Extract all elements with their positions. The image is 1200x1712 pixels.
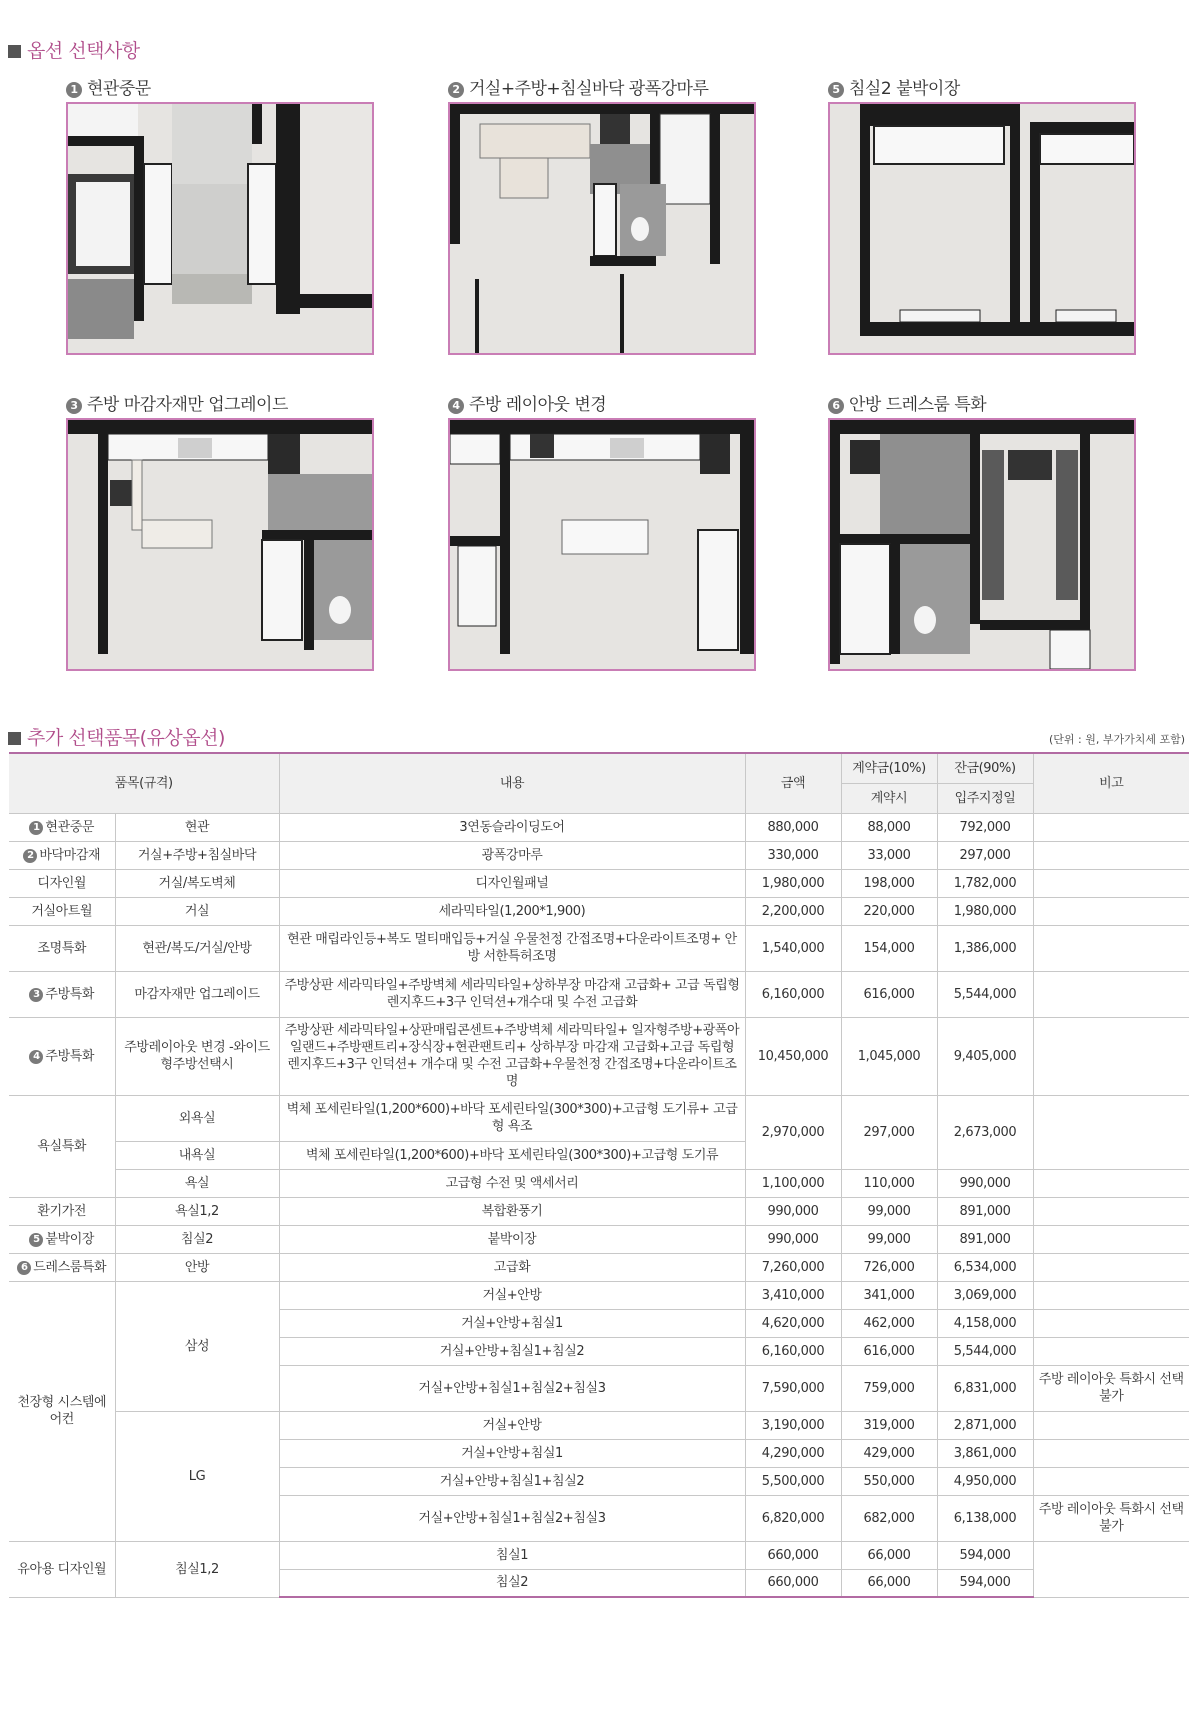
item-cell: 4 주방특화 <box>9 1017 115 1095</box>
content-cell: 주방상판 세라믹타일+주방벽체 세라믹타일+상하부장 마감재 고급화+ 고급 독립형 렌지후드+3구 인덕션+개수대 및 수전 고급화 <box>279 971 745 1017</box>
spec-cell: 거실+주방+침실바닥 <box>115 841 279 869</box>
number-badge-icon: 4 <box>448 398 464 414</box>
balance-cell: 792,000 <box>937 813 1033 841</box>
deposit-cell: 682,000 <box>841 1495 937 1541</box>
note-cell <box>1033 841 1189 869</box>
number-badge-icon: 6 <box>828 398 844 414</box>
deposit-cell: 462,000 <box>841 1309 937 1337</box>
table-row <box>9 1169 1189 1197</box>
content-cell: 주방상판 세라믹타일+상판매립콘센트+주방벽체 세라믹타일+ 일자형주방+광폭아일랜드+주방팬트리+장식장+현관팬트리+ 상하부장 마감재 고급화+고급 독립형 렌지후드+3구 인덕션+ 개수대 및 수전 고급화+우물천정 간접조명+다운라이트조명 <box>279 1017 745 1095</box>
amount-cell: 3,410,000 <box>745 1281 841 1309</box>
deposit-cell: 319,000 <box>841 1411 937 1439</box>
amount-cell: 330,000 <box>745 841 841 869</box>
note-cell <box>1033 1281 1189 1309</box>
table-row <box>9 1411 1189 1439</box>
balance-cell: 5,544,000 <box>937 1337 1033 1365</box>
content-cell: 침실1 <box>279 1541 745 1569</box>
spec-cell: 외욕실 <box>115 1095 279 1141</box>
note-cell <box>1033 813 1189 841</box>
deposit-cell: 759,000 <box>841 1365 937 1411</box>
section-title-paid-options: 추가 선택품목(유상옵션) <box>8 723 225 750</box>
deposit-cell: 616,000 <box>841 971 937 1017</box>
note-cell <box>1033 1225 1189 1253</box>
amount-cell: 2,970,000 <box>745 1095 841 1169</box>
floorplan-dressroom <box>828 418 1136 671</box>
table-row <box>9 869 1189 897</box>
balance-cell: 594,000 <box>937 1541 1033 1569</box>
balance-cell: 2,871,000 <box>937 1411 1033 1439</box>
amount-cell: 6,820,000 <box>745 1495 841 1541</box>
amount-cell: 6,160,000 <box>745 1337 841 1365</box>
floorplan-kitchen-finish <box>66 418 374 671</box>
content-cell: 벽체 포세린타일(1,200*600)+바닥 포세린타일(300*300)+고급형 도기류+ 고급형 욕조 <box>279 1095 745 1141</box>
amount-cell: 1,100,000 <box>745 1169 841 1197</box>
amount-cell: 2,200,000 <box>745 897 841 925</box>
note-cell <box>1033 869 1189 897</box>
item-cell: 1 현관중문 <box>9 813 115 841</box>
content-cell: 광폭강마루 <box>279 841 745 869</box>
deposit-cell: 99,000 <box>841 1225 937 1253</box>
floorplan-kitchen-layout <box>448 418 756 671</box>
deposit-cell: 550,000 <box>841 1467 937 1495</box>
floorplan-entrance-door <box>66 102 374 355</box>
balance-cell: 5,544,000 <box>937 971 1033 1017</box>
unit-note: (단위 : 원, 부가가치세 포함) <box>1048 733 1185 746</box>
content-cell: 거실+안방+침실1 <box>279 1309 745 1337</box>
item-cell: 3 주방특화 <box>9 971 115 1017</box>
number-badge-icon: 2 <box>448 82 464 98</box>
spec-cell: 마감자재만 업그레이드 <box>115 971 279 1017</box>
note-cell <box>1033 1169 1189 1197</box>
header-item: 품목(규격) <box>9 753 279 813</box>
content-cell: 고급화 <box>279 1253 745 1281</box>
table-row <box>9 813 1189 841</box>
deposit-cell: 88,000 <box>841 813 937 841</box>
balance-cell: 4,158,000 <box>937 1309 1033 1337</box>
option-caption: 5 침실2 붙박이장 <box>828 74 960 99</box>
content-cell: 복합환풍기 <box>279 1197 745 1225</box>
content-cell: 벽체 포세린타일(1,200*600)+바닥 포세린타일(300*300)+고급형 도기류 <box>279 1141 745 1169</box>
option-caption: 4 주방 레이아웃 변경 <box>448 390 606 415</box>
amount-cell: 990,000 <box>745 1225 841 1253</box>
balance-cell: 297,000 <box>937 841 1033 869</box>
table-row <box>9 1095 1189 1141</box>
balance-cell: 2,673,000 <box>937 1095 1033 1169</box>
header-deposit: 계약금(10%) <box>841 753 937 783</box>
spec-cell: 안방 <box>115 1253 279 1281</box>
number-badge-icon: 4 <box>29 1050 43 1064</box>
table-row <box>9 1253 1189 1281</box>
amount-cell: 4,620,000 <box>745 1309 841 1337</box>
table-row <box>9 1281 1189 1309</box>
table-row <box>9 841 1189 869</box>
number-badge-icon: 6 <box>17 1261 31 1275</box>
number-badge-icon: 5 <box>29 1233 43 1247</box>
content-cell: 침실2 <box>279 1569 745 1597</box>
deposit-cell: 1,045,000 <box>841 1017 937 1095</box>
header-amount: 금액 <box>745 753 841 813</box>
spec-cell: 현관 <box>115 813 279 841</box>
balance-cell: 6,534,000 <box>937 1253 1033 1281</box>
amount-cell: 3,190,000 <box>745 1411 841 1439</box>
spec-cell: 내욕실 <box>115 1141 279 1169</box>
note-cell <box>1033 1337 1189 1365</box>
spec-cell: 주방레이아웃 변경 -와이드형주방선택시 <box>115 1017 279 1095</box>
amount-cell: 1,980,000 <box>745 869 841 897</box>
brand-cell: LG <box>115 1411 279 1541</box>
number-badge-icon: 1 <box>66 82 82 98</box>
note-cell <box>1033 1467 1189 1495</box>
amount-cell: 1,540,000 <box>745 925 841 971</box>
brand-cell: 삼성 <box>115 1281 279 1411</box>
note-cell <box>1033 1017 1189 1095</box>
note-cell <box>1033 897 1189 925</box>
balance-cell: 891,000 <box>937 1197 1033 1225</box>
deposit-cell: 66,000 <box>841 1541 937 1569</box>
deposit-cell: 616,000 <box>841 1337 937 1365</box>
spec-cell: 거실 <box>115 897 279 925</box>
balance-cell: 6,138,000 <box>937 1495 1033 1541</box>
number-badge-icon: 3 <box>29 988 43 1002</box>
amount-cell: 660,000 <box>745 1541 841 1569</box>
note-cell: 주방 레이아웃 특화시 선택 불가 <box>1033 1365 1189 1411</box>
content-cell: 디자인월패널 <box>279 869 745 897</box>
header-note: 비고 <box>1033 753 1189 813</box>
deposit-cell: 220,000 <box>841 897 937 925</box>
table-row <box>9 925 1189 971</box>
balance-cell: 9,405,000 <box>937 1017 1033 1095</box>
amount-cell: 990,000 <box>745 1197 841 1225</box>
content-cell: 붙박이장 <box>279 1225 745 1253</box>
amount-cell: 10,450,000 <box>745 1017 841 1095</box>
number-badge-icon: 2 <box>23 849 37 863</box>
deposit-cell: 154,000 <box>841 925 937 971</box>
amount-cell: 5,500,000 <box>745 1467 841 1495</box>
balance-cell: 990,000 <box>937 1169 1033 1197</box>
deposit-cell: 99,000 <box>841 1197 937 1225</box>
option-caption: 6 안방 드레스룸 특화 <box>828 390 986 415</box>
header-balance-sub: 입주지정일 <box>937 783 1033 813</box>
header-balance: 잔금(90%) <box>937 753 1033 783</box>
spec-cell: 침실1,2 <box>115 1541 279 1597</box>
amount-cell: 7,590,000 <box>745 1365 841 1411</box>
item-cell: 욕실특화 <box>9 1095 115 1197</box>
header-deposit-sub: 계약시 <box>841 783 937 813</box>
table-row <box>9 1197 1189 1225</box>
content-cell: 거실+안방 <box>279 1281 745 1309</box>
table-row <box>9 971 1189 1017</box>
deposit-cell: 198,000 <box>841 869 937 897</box>
note-cell: 주방 레이아웃 특화시 선택 불가 <box>1033 1495 1189 1541</box>
floorplan-wide-flooring <box>448 102 756 355</box>
content-cell: 거실+안방+침실1+침실2 <box>279 1337 745 1365</box>
note-cell <box>1033 1309 1189 1337</box>
content-cell: 거실+안방 <box>279 1411 745 1439</box>
balance-cell: 594,000 <box>937 1569 1033 1597</box>
balance-cell: 4,950,000 <box>937 1467 1033 1495</box>
deposit-cell: 726,000 <box>841 1253 937 1281</box>
note-cell <box>1033 1253 1189 1281</box>
number-badge-icon: 1 <box>29 821 43 835</box>
note-cell <box>1033 925 1189 971</box>
note-cell <box>1033 1411 1189 1439</box>
header-content: 내용 <box>279 753 745 813</box>
note-cell <box>1033 1439 1189 1467</box>
option-caption: 3 주방 마감자재만 업그레이드 <box>66 390 288 415</box>
item-cell: 조명특화 <box>9 925 115 971</box>
balance-cell: 3,861,000 <box>937 1439 1033 1467</box>
price-table <box>9 752 1189 1598</box>
section-title-options: 옵션 선택사항 <box>8 36 140 63</box>
deposit-cell: 110,000 <box>841 1169 937 1197</box>
item-cell: 거실아트월 <box>9 897 115 925</box>
number-badge-icon: 5 <box>828 82 844 98</box>
note-cell <box>1033 1095 1189 1169</box>
balance-cell: 1,980,000 <box>937 897 1033 925</box>
note-cell <box>1033 1541 1189 1597</box>
deposit-cell: 33,000 <box>841 841 937 869</box>
content-cell: 거실+안방+침실1+침실2+침실3 <box>279 1495 745 1541</box>
number-badge-icon: 3 <box>66 398 82 414</box>
content-cell: 거실+안방+침실1+침실2+침실3 <box>279 1365 745 1411</box>
content-cell: 현관 매립라인등+복도 멀티매입등+거실 우물천정 간접조명+다운라이트조명+ 안방 서한특허조명 <box>279 925 745 971</box>
item-cell: 2 바닥마감재 <box>9 841 115 869</box>
content-cell: 거실+안방+침실1 <box>279 1439 745 1467</box>
amount-cell: 880,000 <box>745 813 841 841</box>
floorplan-built-in-closet <box>828 102 1136 355</box>
deposit-cell: 297,000 <box>841 1095 937 1169</box>
deposit-cell: 341,000 <box>841 1281 937 1309</box>
option-caption: 1 현관중문 <box>66 74 151 99</box>
square-bullet-icon <box>8 732 21 745</box>
spec-cell: 욕실1,2 <box>115 1197 279 1225</box>
item-cell: 5 붙박이장 <box>9 1225 115 1253</box>
balance-cell: 6,831,000 <box>937 1365 1033 1411</box>
item-cell: 천장형 시스템에어컨 <box>9 1281 115 1541</box>
spec-cell: 현관/복도/거실/안방 <box>115 925 279 971</box>
balance-cell: 891,000 <box>937 1225 1033 1253</box>
table-row <box>9 1541 1189 1569</box>
balance-cell: 1,782,000 <box>937 869 1033 897</box>
amount-cell: 4,290,000 <box>745 1439 841 1467</box>
note-cell <box>1033 1197 1189 1225</box>
spec-cell: 거실/복도벽체 <box>115 869 279 897</box>
spec-cell: 욕실 <box>115 1169 279 1197</box>
amount-cell: 7,260,000 <box>745 1253 841 1281</box>
item-cell: 디자인월 <box>9 869 115 897</box>
table-row <box>9 1017 1189 1095</box>
balance-cell: 1,386,000 <box>937 925 1033 971</box>
table-row <box>9 897 1189 925</box>
balance-cell: 3,069,000 <box>937 1281 1033 1309</box>
square-bullet-icon <box>8 45 21 58</box>
option-caption: 2 거실+주방+침실바닥 광폭강마루 <box>448 74 708 99</box>
table-row <box>9 1225 1189 1253</box>
item-cell: 유아용 디자인월 <box>9 1541 115 1597</box>
content-cell: 거실+안방+침실1+침실2 <box>279 1467 745 1495</box>
item-cell: 환기가전 <box>9 1197 115 1225</box>
amount-cell: 6,160,000 <box>745 971 841 1017</box>
content-cell: 3연동슬라이딩도어 <box>279 813 745 841</box>
amount-cell: 660,000 <box>745 1569 841 1597</box>
note-cell <box>1033 971 1189 1017</box>
spec-cell: 침실2 <box>115 1225 279 1253</box>
deposit-cell: 429,000 <box>841 1439 937 1467</box>
deposit-cell: 66,000 <box>841 1569 937 1597</box>
content-cell: 고급형 수전 및 액세서리 <box>279 1169 745 1197</box>
content-cell: 세라믹타일(1,200*1,900) <box>279 897 745 925</box>
item-cell: 6 드레스룸특화 <box>9 1253 115 1281</box>
